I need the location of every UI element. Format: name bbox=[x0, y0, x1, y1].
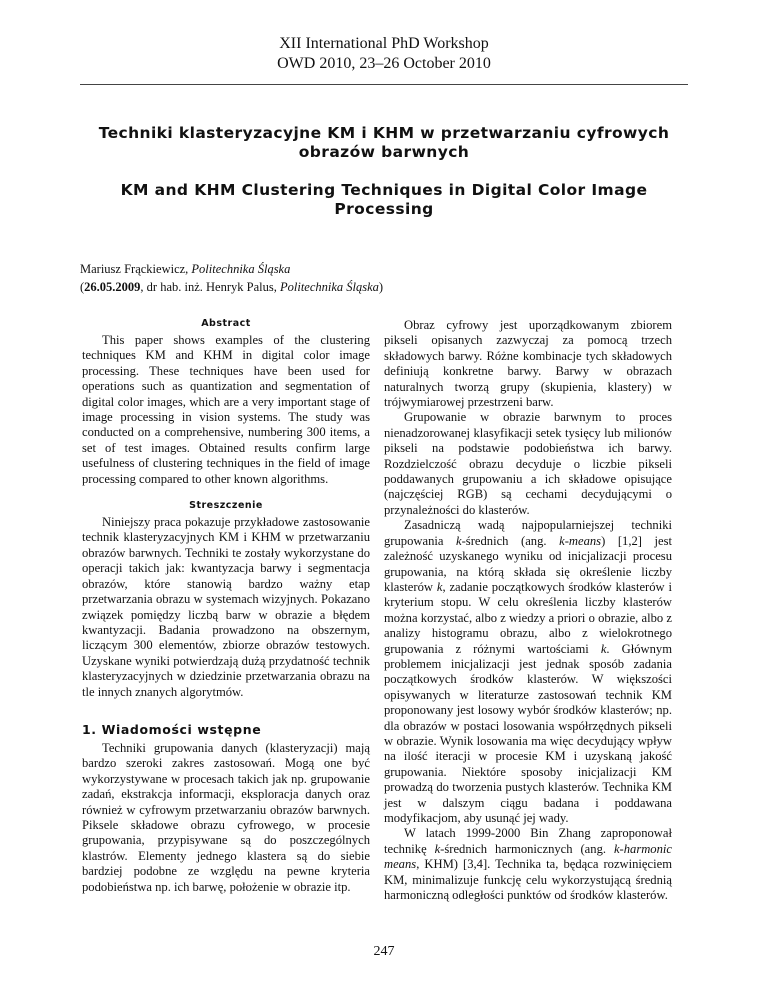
open-paren: ( bbox=[80, 280, 85, 294]
author-name: Mariusz Frąckiewicz, bbox=[80, 262, 192, 276]
paper-title-polish: Techniki klasteryzacyjne KM i KHM w przetwarzaniu cyfrowych obrazów barwnych bbox=[98, 124, 670, 161]
text-run: , zadanie początkowych środków klasterów i kryterium stopu. W celu określenia liczby klasterów można korzystać, albo z wiedzy a priori o obrazie, albo z analizy histogramu obrazu, albo z wielokrotnego grupowania z różnymi wartościami bbox=[384, 579, 672, 656]
text-run: -średnich harmonicznych (ang. bbox=[440, 841, 614, 856]
italic-k: k bbox=[434, 841, 441, 856]
submission-date: 26.05.2009 bbox=[84, 280, 141, 294]
supervisor-affiliation: Politechnika Śląska bbox=[279, 280, 379, 294]
streszczenie-label: Streszczenie bbox=[189, 500, 263, 512]
text-run: Zasadniczą wadą najpopularniejszej techniki grupowania bbox=[384, 518, 672, 548]
abstract-label: Abstract bbox=[201, 318, 251, 329]
workshop-name: XII International PhD Workshop bbox=[279, 35, 489, 52]
text-run: W latach 1999-2000 Bin Zhang zaproponował technikę bbox=[384, 826, 672, 856]
italic-k: k bbox=[436, 579, 443, 594]
left-column bbox=[82, 318, 370, 895]
right-column bbox=[384, 318, 672, 903]
section-paragraph: Techniki grupowania danych (klasteryzacji) mają bardzo szeroki zakres zastosowań. Mogą one być wykorzystywane w procesach takich jak np. grupowanie zadań, ekstrakcja informacji, eksploracja danych oraz również w cyfrowym przetwarzaniu obrazów barwnych. Piksele składowe obrazu cyfrowego, w procesie grupowania, przypisywane są do poszczególnych klastrów. Elementy jednego klastera są do siebie bardziej podobne ze względu na pewne kryteria podobieństwa np. ich barwę, położenie w obrazie itp. bbox=[82, 740, 370, 894]
text-run: -średnich (ang. bbox=[461, 533, 560, 548]
italic-k: k bbox=[600, 641, 607, 656]
streszczenie-text: Niniejszy praca pokazuje przykładowe zastosowanie technik klasteryzacyjnych KM i KHM w przetwarzaniu obrazów barwnych. Techniki te zostały wykorzystane do operacji takich jak: kwantyzacja barwy i segmentacja obrazów, które stanowią bardzo ważny etap przetwarzania obrazu w systemach wizyjnych. Pokazano związek pomiędzy liczbą barw w obrazie a błędem kwantyzacji. Badania prowadzono na obszernym, liczącym 300 elementów, zbiorze obrazów testowych. Uzyskane wyniki potwierdzają dużą przydatność technik klasteryzacyjnych w dziedzinie przetwarzania obrazu na tle innych znanych algorytmów. bbox=[82, 515, 370, 699]
workshop-date: OWD 2010, 23–26 October 2010 bbox=[277, 55, 491, 72]
text-run: ) [1,2] jest zależność uzyskanego wyniku od inicjalizacji procesu grupowania, na którą składa się określenie liczby klasterów bbox=[384, 533, 672, 594]
author-block bbox=[80, 260, 700, 296]
abstract-text: This paper shows examples of the clustering techniques KM and KHM in digital color image processing. These techniques have been used for operations such as quantization and segmentation of digital color images, which are a very important stage of image processing in vision systems. The study was conducted on a comprehensive, numbering 300 items, a set of test images. Obtained results confirm large usefulness of clustering techniques in the field of image processing compared to other known algorithms. bbox=[82, 333, 370, 486]
supervisor-name: , dr hab. inż. Henryk Palus, bbox=[140, 280, 280, 294]
text-run: . Głównym problemem inicjalizacji jest jednak sposób zadania początkowych środków klasterów. W większości opisywanych w literaturze zastosowań technik KM proponowany jest losowy wybór środków klasterów; np. dla obrazów w postaci losowania współrzędnych pikseli w obrazie. Wynik losowania ma więc decydujący wpływ na ilość iteracji w procesie KM i uzyskaną jakość grupowania. Niektóre sposoby inicjalizacji KM prowadzą do tworzenia pustych klasterów. Technika KM jest w dalszym ciągu badana i poddawana modyfikacjom, aby usunąć jej wady. bbox=[384, 641, 673, 825]
body-paragraph-3 bbox=[384, 518, 672, 826]
body-paragraph-4 bbox=[384, 826, 672, 903]
italic-khm: k-harmonic means bbox=[384, 841, 672, 872]
text-run: , KHM) [3,4]. Technika ta, będąca rozwinięciem KM, minimalizuje funkcję celu wykorzystującą średnią harmoniczną odległości punktów od środków klasterów. bbox=[384, 857, 672, 903]
body-paragraph-1: Obraz cyfrowy jest uporządkowanym zbiorem pikseli opisanych zazwyczaj za pomocą trzech składowych barwy. Różne kombinacje tych składowych definiują konkretne barwy. Barwy w obrazach naturalnych tworzą grupy (skupienia, klastery) w trójwymiarowej przestrzeni barw. bbox=[384, 318, 672, 410]
close-paren: ) bbox=[378, 280, 384, 294]
supervisor-line bbox=[80, 278, 700, 296]
section-heading: 1. Wiadomości wstępne bbox=[82, 721, 262, 737]
author-affiliation: Politechnika Śląska bbox=[191, 262, 291, 276]
author-line bbox=[80, 260, 700, 278]
italic-kmeans: k-means bbox=[559, 533, 602, 548]
header-rule bbox=[80, 84, 688, 85]
page-number: 247 bbox=[373, 944, 395, 959]
body-paragraph-2: Grupowanie w obrazie barwnym to proces nienadzorowanej klasyfikacji setek tysięcy lub milionów pikseli na podstawie podobieństwa ich barwy. Rozdzielczość obrazu decyduje o liczbie pikseli poddawanych grupowaniu a ich składowe opisujące (najczęściej RGB) są cechami decydującymi o przynależności do klasterów. bbox=[384, 410, 672, 517]
workshop-header bbox=[0, 34, 768, 74]
paper-title-english: KM and KHM Clustering Techniques in Digital Color Image Processing bbox=[120, 181, 648, 218]
italic-k: k bbox=[456, 533, 462, 548]
